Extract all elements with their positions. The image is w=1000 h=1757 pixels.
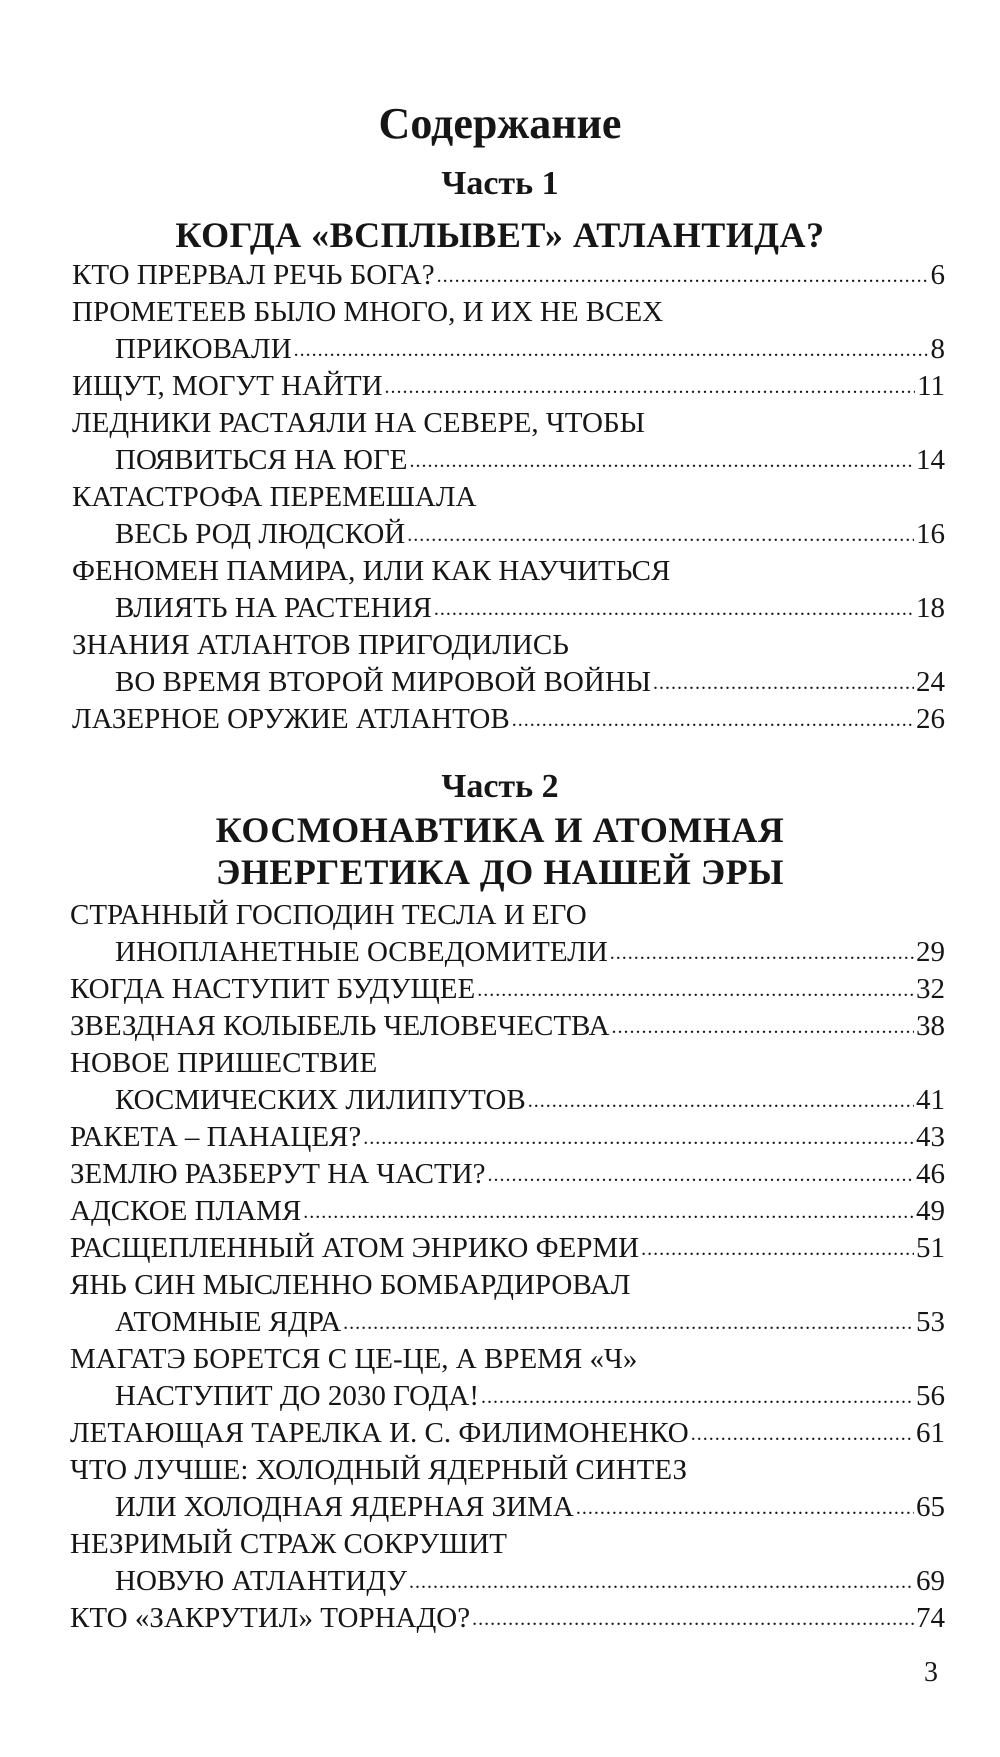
dot-leader bbox=[303, 1191, 914, 1230]
toc-entry-title: КОГДА НАСТУПИТ БУДУЩЕЕ bbox=[70, 973, 476, 1005]
toc-entry-page: 74 bbox=[916, 1602, 945, 1634]
dot-leader bbox=[407, 514, 914, 553]
toc-entry-title: ПРИКОВАЛИ bbox=[115, 333, 292, 365]
toc-entry-title: ЛЕТАЮЩАЯ ТАРЕЛКА И. С. ФИЛИМОНЕНКО bbox=[70, 1417, 689, 1449]
page-number: 3 bbox=[924, 1657, 938, 1688]
toc-entry-title: КТО «ЗАКРУТИЛ» ТОРНАДО? bbox=[70, 1602, 471, 1634]
toc-entry-title[interactable]: СТРАННЫЙ ГОСПОДИН ТЕСЛА И ЕГО bbox=[70, 899, 587, 931]
toc-entry-title[interactable]: ЗНАНИЯ АТЛАНТОВ ПРИГОДИЛИСЬ bbox=[72, 629, 569, 661]
toc-entry-title: АДСКОЕ ПЛАМЯ bbox=[70, 1195, 302, 1227]
toc-entry-title[interactable]: КАТАСТРОФА ПЕРЕМЕШАЛА bbox=[72, 481, 477, 513]
toc-entry-page: 65 bbox=[916, 1491, 945, 1523]
toc-entry[interactable] bbox=[72, 257, 945, 293]
dot-leader bbox=[488, 1154, 914, 1193]
toc-entry-page: 61 bbox=[916, 1417, 945, 1449]
toc-entry-page: 26 bbox=[916, 703, 945, 735]
toc-entry[interactable] bbox=[70, 1193, 945, 1229]
part-1-title: КОГДА «ВСПЛЫВЕТ» АТЛАНТИДА? bbox=[175, 215, 825, 255]
toc-entry-title: РАКЕТА – ПАНАЦЕЯ? bbox=[70, 1121, 362, 1153]
dot-leader bbox=[610, 932, 914, 971]
toc-entry-page: 6 bbox=[930, 259, 945, 291]
toc-entry[interactable] bbox=[115, 1304, 945, 1340]
dot-leader bbox=[691, 1413, 914, 1452]
dot-leader bbox=[477, 969, 914, 1008]
part-2-title-line-1: КОСМОНАВТИКА И АТОМНАЯ bbox=[215, 810, 785, 850]
toc-entry-title: ИЛИ ХОЛОДНАЯ ЯДЕРНАЯ ЗИМА bbox=[115, 1491, 574, 1523]
toc-entry-page: 38 bbox=[916, 1010, 945, 1042]
toc-entry[interactable] bbox=[115, 331, 945, 367]
dot-leader bbox=[409, 440, 914, 479]
toc-entry-title[interactable]: МАГАТЭ БОРЕТСЯ С ЦЕ-ЦЕ, А ВРЕМЯ «Ч» bbox=[70, 1343, 638, 1375]
toc-entry[interactable] bbox=[70, 1119, 945, 1155]
toc-entry-title: КОСМИЧЕСКИХ ЛИЛИПУТОВ bbox=[115, 1084, 526, 1116]
toc-entry-title: ЗВЕЗДНАЯ КОЛЫБЕЛЬ ЧЕЛОВЕЧЕСТВА bbox=[70, 1010, 610, 1042]
toc-entry-page: 46 bbox=[916, 1158, 945, 1190]
toc-entry[interactable] bbox=[70, 1008, 945, 1044]
toc-entry-page: 51 bbox=[916, 1232, 945, 1264]
toc-entry-title: РАСЩЕПЛЕННЫЙ АТОМ ЭНРИКО ФЕРМИ bbox=[70, 1232, 640, 1264]
dot-leader bbox=[294, 329, 929, 368]
part-2-title-line-2: ЭНЕРГЕТИКА ДО НАШЕЙ ЭРЫ bbox=[215, 852, 785, 892]
dot-leader bbox=[576, 1487, 914, 1526]
toc-entry-title[interactable]: ЛЕДНИКИ РАСТАЯЛИ НА СЕВЕРЕ, ЧТОБЫ bbox=[72, 407, 645, 439]
toc-entry-page: 14 bbox=[916, 444, 945, 476]
toc-entry[interactable] bbox=[115, 1563, 945, 1599]
toc-entry-page: 29 bbox=[916, 936, 945, 968]
toc-entry[interactable] bbox=[70, 1600, 945, 1636]
toc-entry-title: ВО ВРЕМЯ ВТОРОЙ МИРОВОЙ ВОЙНЫ bbox=[115, 666, 652, 698]
toc-entry-title[interactable]: ФЕНОМЕН ПАМИРА, ИЛИ КАК НАУЧИТЬСЯ bbox=[72, 555, 671, 587]
dot-leader bbox=[343, 1302, 914, 1341]
toc-entry[interactable] bbox=[70, 1230, 945, 1266]
toc-entry[interactable] bbox=[72, 701, 945, 737]
toc-entry[interactable] bbox=[72, 368, 945, 404]
toc-entry-page: 24 bbox=[916, 666, 945, 698]
toc-entry-title: ИНОПЛАНЕТНЫЕ ОСВЕДОМИТЕЛИ bbox=[115, 936, 608, 968]
toc-entry-page: 69 bbox=[916, 1565, 945, 1597]
toc-entry[interactable] bbox=[115, 934, 945, 970]
dot-leader bbox=[612, 1006, 914, 1045]
toc-entry-page: 16 bbox=[916, 518, 945, 550]
toc-entry[interactable] bbox=[115, 1378, 945, 1414]
dot-leader bbox=[434, 588, 914, 627]
dot-leader bbox=[641, 1228, 914, 1267]
toc-entry-title[interactable]: НЕЗРИМЫЙ СТРАЖ СОКРУШИТ bbox=[70, 1528, 508, 1560]
dot-leader bbox=[472, 1598, 914, 1637]
dot-leader bbox=[481, 1376, 914, 1415]
toc-entry-title: АТОМНЫЕ ЯДРА bbox=[115, 1306, 342, 1338]
toc-entry-page: 32 bbox=[916, 973, 945, 1005]
toc-entry[interactable] bbox=[115, 1489, 945, 1525]
toc-entry-page: 41 bbox=[916, 1084, 945, 1116]
toc-entry[interactable] bbox=[115, 516, 945, 552]
dot-leader bbox=[409, 1561, 914, 1600]
toc-entry-title: КТО ПРЕРВАЛ РЕЧЬ БОГА? bbox=[72, 259, 435, 291]
toc-entry-page: 18 bbox=[916, 592, 945, 624]
toc-entry[interactable] bbox=[70, 971, 945, 1007]
toc-entry-page: 8 bbox=[930, 333, 945, 365]
dot-leader bbox=[437, 255, 929, 294]
toc-entry-title: НОВУЮ АТЛАНТИДУ bbox=[115, 1565, 408, 1597]
toc-entry-title[interactable]: НОВОЕ ПРИШЕСТВИЕ bbox=[70, 1047, 378, 1079]
toc-entry-title: НАСТУПИТ ДО 2030 ГОДА! bbox=[115, 1380, 480, 1412]
toc-entry-title: ЗЕМЛЮ РАЗБЕРУТ НА ЧАСТИ? bbox=[70, 1158, 486, 1190]
toc-entry-page: 11 bbox=[917, 370, 945, 402]
toc-entry-title: ИЩУТ, МОГУТ НАЙТИ bbox=[72, 370, 383, 402]
toc-entry[interactable] bbox=[115, 442, 945, 478]
toc-entry-title: ВЛИЯТЬ НА РАСТЕНИЯ bbox=[115, 592, 432, 624]
toc-entry-title: ПОЯВИТЬСЯ НА ЮГЕ bbox=[115, 444, 408, 476]
dot-leader bbox=[653, 662, 914, 701]
toc-entry[interactable] bbox=[70, 1156, 945, 1192]
part-2-label: Часть 2 bbox=[441, 768, 559, 805]
toc-entry-title[interactable]: ЯНЬ СИН МЫСЛЕННО БОМБАРДИРОВАЛ bbox=[70, 1269, 631, 1301]
toc-entry[interactable] bbox=[115, 664, 945, 700]
toc-entry-page: 56 bbox=[916, 1380, 945, 1412]
toc-entry-page: 53 bbox=[916, 1306, 945, 1338]
toc-entry[interactable] bbox=[115, 1082, 945, 1118]
toc-entry-title: ЛАЗЕРНОЕ ОРУЖИЕ АТЛАНТОВ bbox=[72, 703, 510, 735]
page-title: Содержание bbox=[378, 99, 622, 148]
part-1-label: Часть 1 bbox=[441, 165, 559, 202]
toc-entry[interactable] bbox=[70, 1415, 945, 1451]
toc-entry-title: ВЕСЬ РОД ЛЮДСКОЙ bbox=[115, 518, 406, 550]
dot-leader bbox=[512, 699, 914, 738]
dot-leader bbox=[363, 1117, 914, 1156]
toc-entry-page: 49 bbox=[916, 1195, 945, 1227]
toc-entry[interactable] bbox=[115, 590, 945, 626]
toc-entry-title[interactable]: ЧТО ЛУЧШЕ: ХОЛОДНЫЙ ЯДЕРНЫЙ СИНТЕЗ bbox=[70, 1454, 687, 1486]
dot-leader bbox=[385, 366, 916, 405]
dot-leader bbox=[528, 1080, 914, 1119]
toc-entry-page: 43 bbox=[916, 1121, 945, 1153]
toc-entry-title[interactable]: ПРОМЕТЕЕВ БЫЛО МНОГО, И ИХ НЕ ВСЕХ bbox=[72, 296, 664, 328]
